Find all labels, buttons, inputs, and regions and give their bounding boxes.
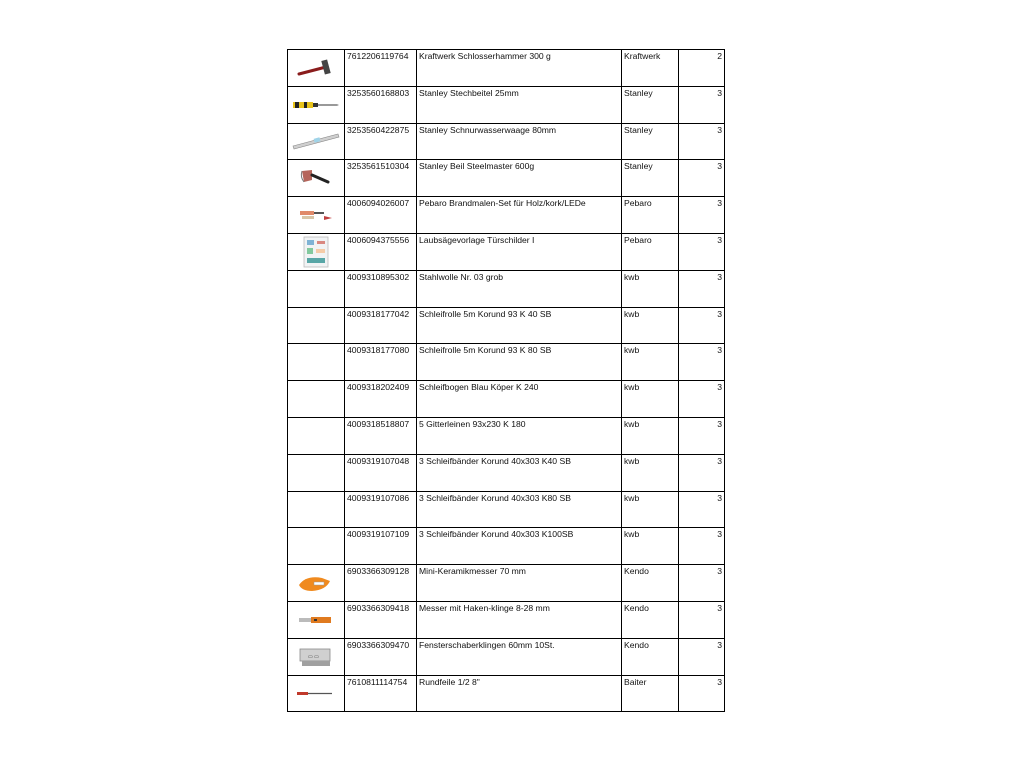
product-image-cell [288,197,345,234]
ean-cell: 4009319107048 [345,454,417,491]
ean-cell: 4009319107086 [345,491,417,528]
description-cell: Schleifrolle 5m Korund 93 K 40 SB [417,307,622,344]
product-image-cell [288,233,345,270]
description-cell: Mini-Keramikmesser 70 mm [417,565,622,602]
quantity-cell: 3 [679,344,725,381]
description-cell: 5 Gitterleinen 93x230 K 180 [417,417,622,454]
quantity-cell: 2 [679,50,725,87]
product-image-cell [288,160,345,197]
spirit-level-icon [288,130,344,152]
description-cell: Stahlwolle Nr. 03 grob [417,270,622,307]
quantity-cell: 3 [679,270,725,307]
product-image-cell [288,417,345,454]
description-cell: Schleifbogen Blau Köper K 240 [417,381,622,418]
product-image-cell [288,344,345,381]
product-image-cell [288,638,345,675]
product-image-cell [288,50,345,87]
ceramic-knife-icon [288,573,344,593]
brand-cell: kwb [622,417,679,454]
brand-cell: Pebaro [622,197,679,234]
table-row [288,344,725,381]
ean-cell: 3253560422875 [345,123,417,160]
description-cell: 3 Schleifbänder Korund 40x303 K80 SB [417,491,622,528]
ean-cell: 6903366309128 [345,565,417,602]
ean-cell: 4009318177080 [345,344,417,381]
table-row [288,381,725,418]
table-row [288,528,725,565]
quantity-cell: 3 [679,197,725,234]
table-row [288,454,725,491]
brand-cell: Kendo [622,638,679,675]
product-image-cell [288,307,345,344]
description-cell: Pebaro Brandmalen-Set für Holz/kork/LEDe [417,197,622,234]
brand-cell: Pebaro [622,233,679,270]
description-cell: Stanley Beil Steelmaster 600g [417,160,622,197]
product-image-cell [288,86,345,123]
brand-cell: kwb [622,528,679,565]
quantity-cell: 3 [679,638,725,675]
product-image-cell [288,675,345,712]
ean-cell: 4009318518807 [345,417,417,454]
product-image-cell [288,381,345,418]
table-row [288,197,725,234]
brand-cell: kwb [622,270,679,307]
brand-cell: Baiter [622,675,679,712]
description-cell: Stanley Stechbeitel 25mm [417,86,622,123]
chisel-icon [288,99,344,111]
table-row [288,638,725,675]
description-cell: Stanley Schnurwasserwaage 80mm [417,123,622,160]
brand-cell: Kraftwerk [622,50,679,87]
table-row [288,233,725,270]
product-table [287,49,725,712]
table-row [288,417,725,454]
product-image-cell [288,528,345,565]
brand-cell: kwb [622,381,679,418]
brand-cell: Stanley [622,160,679,197]
table-row [288,270,725,307]
quantity-cell: 3 [679,601,725,638]
hook-knife-icon [288,615,344,625]
ean-cell: 4006094375556 [345,233,417,270]
ean-cell: 4009318202409 [345,381,417,418]
scraper-blades-icon [288,645,344,669]
hammer-icon [288,58,344,78]
ean-cell: 4006094026007 [345,197,417,234]
quantity-cell: 3 [679,307,725,344]
product-image-cell [288,454,345,491]
brand-cell: kwb [622,454,679,491]
description-cell: Fensterschaberklingen 60mm 10St. [417,638,622,675]
brand-cell: Kendo [622,601,679,638]
brand-cell: kwb [622,491,679,528]
product-image-cell [288,491,345,528]
description-cell: 3 Schleifbänder Korund 40x303 K100SB [417,528,622,565]
template-sheet-icon [288,236,344,268]
brand-cell: kwb [622,307,679,344]
quantity-cell: 3 [679,233,725,270]
product-table-body [288,50,725,712]
description-cell: Laubsägevorlage Türschilder I [417,233,622,270]
quantity-cell: 3 [679,86,725,123]
quantity-cell: 3 [679,491,725,528]
description-cell: 3 Schleifbänder Korund 40x303 K40 SB [417,454,622,491]
ean-cell: 3253560168803 [345,86,417,123]
quantity-cell: 3 [679,565,725,602]
table-row [288,307,725,344]
axe-icon [288,167,344,189]
product-image-cell [288,123,345,160]
description-cell: Schleifrolle 5m Korund 93 K 80 SB [417,344,622,381]
quantity-cell: 3 [679,675,725,712]
table-row [288,86,725,123]
description-cell: Kraftwerk Schlosserhammer 300 g [417,50,622,87]
quantity-cell: 3 [679,123,725,160]
round-file-icon [288,689,344,697]
ean-cell: 7612206119764 [345,50,417,87]
ean-cell: 4009310895302 [345,270,417,307]
pyrography-pen-icon [288,208,344,222]
description-cell: Messer mit Haken-klinge 8-28 mm [417,601,622,638]
table-row [288,491,725,528]
product-image-cell [288,601,345,638]
product-image-cell [288,270,345,307]
table-row [288,601,725,638]
ean-cell: 4009319107109 [345,528,417,565]
brand-cell: Kendo [622,565,679,602]
table-row [288,50,725,87]
ean-cell: 6903366309418 [345,601,417,638]
ean-cell: 3253561510304 [345,160,417,197]
brand-cell: kwb [622,344,679,381]
brand-cell: Stanley [622,123,679,160]
product-image-cell [288,565,345,602]
table-row [288,160,725,197]
brand-cell: Stanley [622,86,679,123]
ean-cell: 7610811114754 [345,675,417,712]
quantity-cell: 3 [679,528,725,565]
ean-cell: 6903366309470 [345,638,417,675]
quantity-cell: 3 [679,160,725,197]
ean-cell: 4009318177042 [345,307,417,344]
table-row [288,675,725,712]
quantity-cell: 3 [679,417,725,454]
table-row [288,123,725,160]
quantity-cell: 3 [679,454,725,491]
table-row [288,565,725,602]
description-cell: Rundfeile 1/2 8" [417,675,622,712]
quantity-cell: 3 [679,381,725,418]
svg-text:▭ ▭: ▭ ▭ [308,653,319,660]
